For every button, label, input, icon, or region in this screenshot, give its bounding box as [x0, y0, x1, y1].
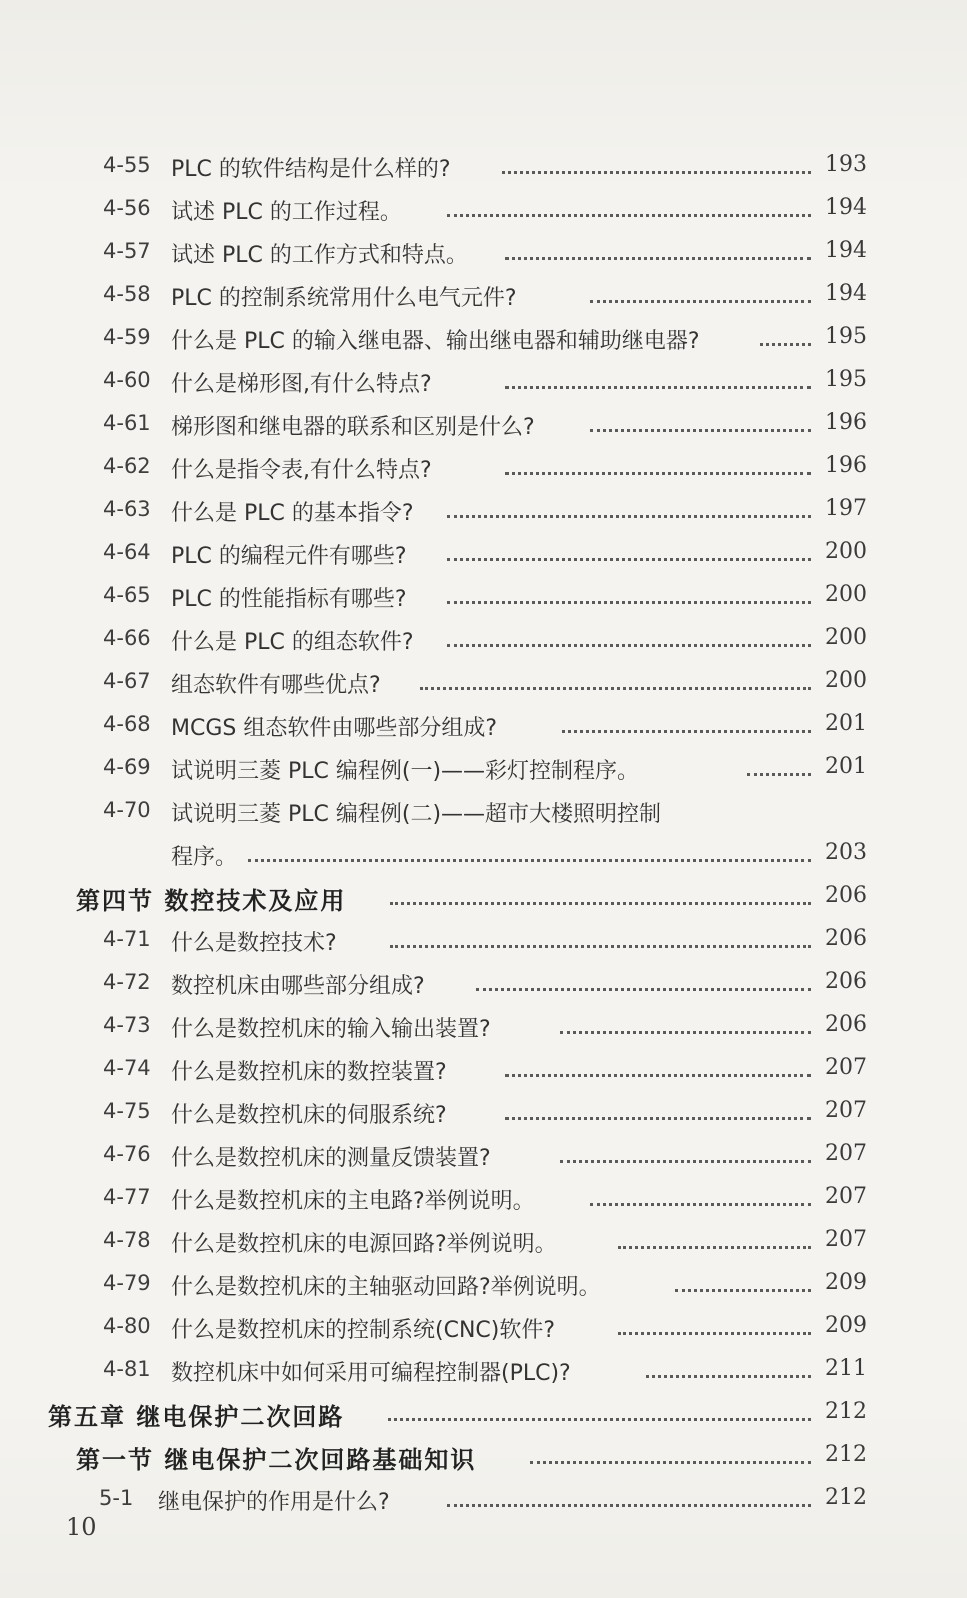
toc-entry-number: 5-1: [99, 1486, 134, 1510]
toc-page-number: 200: [825, 582, 867, 607]
toc-leader-dots: [447, 1500, 811, 1507]
toc-entry[interactable]: [0, 1177, 967, 1220]
toc-entry-number: 4-66: [103, 626, 151, 650]
toc-entry-number: 4-80: [103, 1314, 151, 1338]
toc-page-number: 211: [825, 1356, 867, 1381]
toc-entry-title: 什么是 PLC 的组态软件?: [171, 630, 414, 655]
toc-leader-dots: [590, 425, 811, 432]
toc-page-number: 201: [825, 754, 867, 779]
toc-leader-dots: [447, 640, 811, 647]
toc-entry-title: 什么是数控技术?: [171, 931, 337, 956]
toc-page-number: 203: [825, 840, 867, 865]
toc-entry-title: 数控机床由哪些部分组成?: [171, 974, 425, 999]
toc-entry-title: 什么是指令表,有什么特点?: [171, 458, 432, 483]
toc-entry[interactable]: [0, 575, 967, 618]
toc-entry-title: 什么是梯形图,有什么特点?: [171, 372, 432, 397]
toc-entry[interactable]: [0, 446, 967, 489]
toc-entry-number: 4-75: [103, 1099, 151, 1123]
toc-entry-number: 4-63: [103, 497, 151, 521]
toc-page-number: 209: [825, 1270, 867, 1295]
toc-leader-dots: [388, 1414, 811, 1421]
toc-page-number: 206: [825, 926, 867, 951]
toc-entry[interactable]: [0, 317, 967, 360]
toc-entry-title: 试说明三菱 PLC 编程例(一)——彩灯控制程序。: [171, 759, 640, 784]
toc-entry-number: 4-70: [103, 798, 151, 822]
toc-leader-dots: [420, 683, 811, 690]
toc-entry-number: 4-65: [103, 583, 151, 607]
toc-entry[interactable]: [0, 1048, 967, 1091]
toc-entry[interactable]: [0, 489, 967, 532]
toc-entry-title: 第一节 继电保护二次回路基础知识: [76, 1445, 477, 1474]
toc-leader-dots: [502, 167, 811, 174]
toc-leader-dots: [505, 468, 811, 475]
toc-leader-dots: [747, 769, 811, 776]
toc-page-number: 200: [825, 668, 867, 693]
toc-entry-title: 什么是数控机床的输入输出装置?: [171, 1017, 491, 1042]
toc-entry-title: 试述 PLC 的工作方式和特点。: [171, 243, 468, 268]
toc-leader-dots: [447, 597, 811, 604]
toc-entry[interactable]: [0, 747, 967, 790]
toc-entry-title: 梯形图和继电器的联系和区别是什么?: [171, 415, 535, 440]
toc-entry-number: 4-71: [103, 927, 151, 951]
toc-entry[interactable]: [0, 618, 967, 661]
toc-entry-number: 4-67: [103, 669, 151, 693]
toc-entry[interactable]: [0, 1091, 967, 1134]
toc-leader-dots: [590, 1199, 811, 1206]
toc-leader-dots: [530, 1457, 811, 1464]
toc-entry-number: 4-73: [103, 1013, 151, 1037]
toc-page-number: 196: [825, 410, 867, 435]
toc-entry[interactable]: [0, 532, 967, 575]
toc-entry-title: 什么是数控机床的伺服系统?: [171, 1103, 447, 1128]
toc-page-number: 207: [825, 1098, 867, 1123]
toc-entry-number: 4-77: [103, 1185, 151, 1209]
toc-entry-title: PLC 的软件结构是什么样的?: [171, 157, 451, 182]
toc-entry-title: 第四节 数控技术及应用: [76, 886, 347, 915]
toc-entry[interactable]: [0, 962, 967, 1005]
toc-leader-dots: [248, 855, 811, 862]
toc-entry-title: 什么是 PLC 的基本指令?: [171, 501, 414, 526]
toc-entry-title: 什么是数控机床的主电路?举例说明。: [171, 1189, 535, 1214]
toc-entry-title: 什么是数控机床的数控装置?: [171, 1060, 447, 1085]
toc-entry[interactable]: [0, 833, 967, 876]
toc-entry[interactable]: [0, 661, 967, 704]
toc-entry-number: 4-56: [103, 196, 151, 220]
toc-leader-dots: [760, 339, 811, 346]
toc-entry[interactable]: [0, 145, 967, 188]
toc-page-number: 206: [825, 1012, 867, 1037]
toc-entry-title: 试说明三菱 PLC 编程例(二)——超市大楼照明控制: [171, 802, 662, 827]
toc-page-number: 207: [825, 1184, 867, 1209]
toc-entry-number: 4-59: [103, 325, 151, 349]
toc-entry[interactable]: [0, 403, 967, 446]
toc-page-number: 207: [825, 1141, 867, 1166]
toc-page-number: 212: [825, 1485, 867, 1510]
toc-entry-number: 4-64: [103, 540, 151, 564]
toc-entry-number: 4-62: [103, 454, 151, 478]
toc-entry-title: 继电保护的作用是什么?: [158, 1490, 390, 1515]
toc-entry[interactable]: [0, 790, 967, 833]
toc-page-number: 197: [825, 496, 867, 521]
toc-leader-dots: [590, 296, 811, 303]
toc-leader-dots: [390, 898, 811, 905]
toc-entry-title: 数控机床中如何采用可编程控制器(PLC)?: [171, 1361, 571, 1386]
toc-entry-title: PLC 的编程元件有哪些?: [171, 544, 407, 569]
toc-entry-number: 4-55: [103, 153, 151, 177]
toc-entry[interactable]: [0, 1263, 967, 1306]
toc-page-number: 201: [825, 711, 867, 736]
toc-entry-number: 4-57: [103, 239, 151, 263]
toc-entry[interactable]: [0, 188, 967, 231]
toc-entry-title: 什么是数控机床的控制系统(CNC)软件?: [171, 1318, 556, 1343]
toc-page-number: 207: [825, 1055, 867, 1080]
toc-leader-dots: [505, 1113, 811, 1120]
toc-leader-dots: [618, 1242, 811, 1249]
toc-entry[interactable]: [0, 1005, 967, 1048]
footer-page-number: 10: [66, 1513, 97, 1541]
toc-entry-number: 4-60: [103, 368, 151, 392]
toc-leader-dots: [562, 726, 811, 733]
toc-entry[interactable]: [0, 704, 967, 747]
toc-entry[interactable]: [0, 919, 967, 962]
toc-entry[interactable]: [0, 1134, 967, 1177]
toc-entry-number: 4-58: [103, 282, 151, 306]
toc-leader-dots: [447, 210, 811, 217]
toc-entry-title: 组态软件有哪些优点?: [171, 673, 381, 698]
toc-entry[interactable]: [0, 360, 967, 403]
toc-entry-number: 4-76: [103, 1142, 151, 1166]
toc-page-number: 207: [825, 1227, 867, 1252]
toc-entry-number: 4-81: [103, 1357, 151, 1381]
toc-entry[interactable]: [0, 1349, 967, 1392]
toc-entry-title: 试述 PLC 的工作过程。: [171, 200, 402, 225]
table-of-contents: [0, 145, 967, 1521]
toc-page-number: 193: [825, 152, 867, 177]
toc-page-number: 194: [825, 281, 867, 306]
toc-page-number: 212: [825, 1399, 867, 1424]
toc-entry[interactable]: [0, 274, 967, 317]
toc-leader-dots: [505, 1070, 811, 1077]
toc-page-number: 206: [825, 969, 867, 994]
toc-leader-dots: [560, 1156, 811, 1163]
toc-entry-number: 4-68: [103, 712, 151, 736]
toc-entry-title: 什么是 PLC 的输入继电器、输出继电器和辅助继电器?: [171, 329, 700, 354]
toc-page-number: 195: [825, 367, 867, 392]
toc-entry-title: 什么是数控机床的电源回路?举例说明。: [171, 1232, 557, 1257]
toc-leader-dots: [505, 253, 811, 260]
toc-entry-title: MCGS 组态软件由哪些部分组成?: [171, 716, 498, 741]
toc-section-entry[interactable]: [0, 876, 967, 919]
toc-section-entry[interactable]: [0, 1435, 967, 1478]
toc-leader-dots: [618, 1328, 811, 1335]
toc-entry-title: PLC 的控制系统常用什么电气元件?: [171, 286, 517, 311]
toc-entry[interactable]: [0, 231, 967, 274]
toc-leader-dots: [675, 1285, 811, 1292]
toc-entry-number: 4-79: [103, 1271, 151, 1295]
toc-entry[interactable]: [0, 1478, 967, 1521]
toc-entry-number: 4-78: [103, 1228, 151, 1252]
toc-leader-dots: [447, 511, 811, 518]
toc-page-number: 194: [825, 195, 867, 220]
toc-page-number: 200: [825, 539, 867, 564]
toc-entry-title: 第五章 继电保护二次回路: [48, 1402, 345, 1431]
toc-entry[interactable]: [0, 1306, 967, 1349]
toc-page-number: 200: [825, 625, 867, 650]
toc-entry-title: PLC 的性能指标有哪些?: [171, 587, 407, 612]
toc-entry-number: 4-72: [103, 970, 151, 994]
toc-entry-number: 4-74: [103, 1056, 151, 1080]
toc-page-number: 212: [825, 1442, 867, 1467]
toc-page-number: 194: [825, 238, 867, 263]
toc-entry-number: 4-69: [103, 755, 151, 779]
toc-page-number: 196: [825, 453, 867, 478]
toc-chapter-entry[interactable]: [0, 1392, 967, 1435]
toc-entry-title: 什么是数控机床的测量反馈装置?: [171, 1146, 491, 1171]
toc-page-number: 206: [825, 883, 867, 908]
toc-page-number: 195: [825, 324, 867, 349]
toc-leader-dots: [560, 1027, 811, 1034]
toc-page-number: 209: [825, 1313, 867, 1338]
toc-leader-dots: [447, 554, 811, 561]
toc-leader-dots: [505, 382, 811, 389]
toc-entry-title: 什么是数控机床的主轴驱动回路?举例说明。: [171, 1275, 601, 1300]
toc-leader-dots: [390, 941, 811, 948]
toc-leader-dots: [646, 1371, 811, 1378]
toc-entry-number: 4-61: [103, 411, 151, 435]
toc-leader-dots: [476, 984, 811, 991]
toc-entry[interactable]: [0, 1220, 967, 1263]
toc-entry-title: 程序。: [171, 845, 238, 870]
